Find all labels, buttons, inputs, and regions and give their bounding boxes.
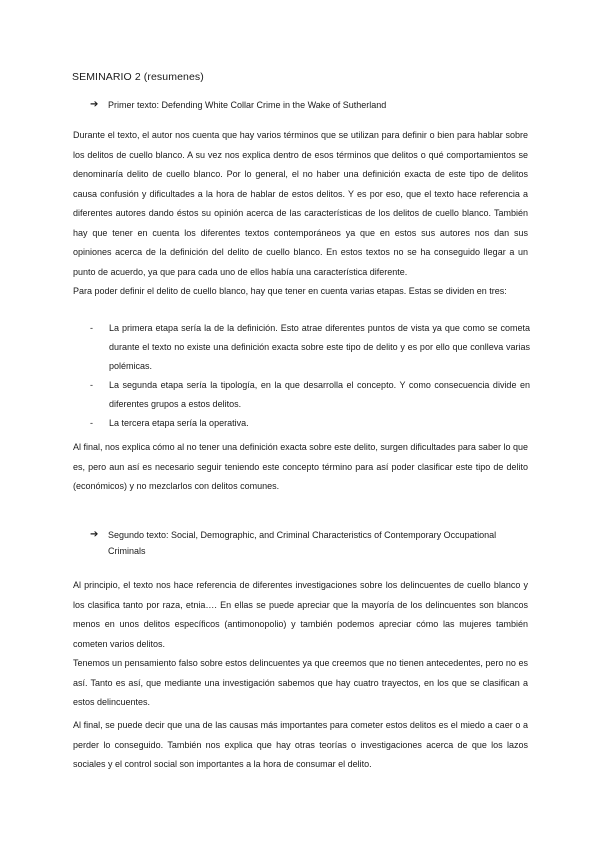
- arrow-bullet-icon: ➔: [90, 99, 99, 110]
- section1-paragraph-3: Al final, nos explica cómo al no tener una definición exacta sobre este delito, surgen dificultades para saber lo que es, pero aun así es necesario seguir teniendo este concepto término para así poder clasificar este tipo de delito (económicos) y no mezclarlos con delitos comunes.: [73, 442, 528, 491]
- section2-heading: [90, 527, 526, 559]
- dash-bullet-icon: -: [90, 380, 93, 390]
- document-title: SEMINARIO 2 (resumenes): [72, 71, 204, 83]
- list-item-text: La tercera etapa sería la operativa.: [109, 418, 249, 428]
- section1-heading-text: Primer texto: Defending White Collar Crime in the Wake of Sutherland: [108, 100, 387, 110]
- section1-paragraph-2: Para poder definir el delito de cuello blanco, hay que tener en cuenta varias etapas. Estas se dividen en tres:: [73, 286, 507, 296]
- section1-paragraph-1: Durante el texto, el autor nos cuenta que hay varios términos que se utilizan para definir o bien para hablar sobre los delitos de cuello blanco. A su vez nos explica dentro de esos términos que delitos o qué comportamientos se denominaría delito de cuello blanco. Por lo general, el no haber una definición exacta de este tipo de delitos causa confusión y dificultades a la hora de hablar de estos delitos. Y es por eso, que el texto hace referencia a diferentes autores dando éstos su opinión acerca de las características de los delitos de cuello blanco. También hay que tener en cuenta los diferentes textos contemporáneos ya que en estos sus autores nos dan sus opiniones acerca de la definición del delito de cuello blanco. En estos textos no se ha conseguido llegar a un punto de acuerdo, ya que para cada uno de ellos había una característica diferente.: [73, 130, 528, 277]
- section2-paragraph-1: Al principio, el texto nos hace referencia de diferentes investigaciones sobre los delincuentes de cuello blanco y los clasifica tanto por raza, etnia…. En ellas se puede apreciar que la mayoría de los delincuentes son blancos menos en unos delitos específicos (antimonopolio) y también podemos apreciar cómo las mujeres también cometen varios delitos.: [73, 580, 528, 649]
- dash-bullet-icon: -: [90, 418, 93, 428]
- section2-paragraph-3: Al final, se puede decir que una de las causas más importantes para cometer estos delitos es el miedo a caer o a perder lo conseguido. También nos explica que hay otras teorías o investigaciones acerca de que los lazos sociales y el control social son importantes a la hora de consumar el delito.: [73, 720, 528, 769]
- list-item-text: La primera etapa sería la de la definición. Esto atrae diferentes puntos de vista ya que como se cometa durante el texto no existe una definición exacta sobre este tipo de delito y es por ello que conlleva varias polémicas.: [109, 323, 530, 371]
- section2-heading-text: Segundo texto: Social, Demographic, and Criminal Characteristics of Contemporary Occupational Criminals: [108, 530, 497, 556]
- arrow-bullet-icon: ➔: [90, 529, 99, 540]
- section2-paragraph-2: Tenemos un pensamiento falso sobre estos delincuentes ya que creemos que no tienen antecedentes, pero no es así. Tanto es así, que mediante una investigación sabemos que hay cuatro trayectos, en los que se clasifican a estos delincuentes.: [73, 658, 528, 707]
- list-item: [90, 319, 530, 376]
- section1-heading: [90, 97, 526, 113]
- list-item: [90, 376, 530, 414]
- stages-list: [90, 319, 530, 433]
- list-item-text: La segunda etapa sería la tipología, en la que desarrolla el concepto. Y como consecuencia divide en diferentes grupos a estos delitos.: [109, 380, 530, 409]
- dash-bullet-icon: -: [90, 323, 93, 333]
- list-item: [90, 414, 530, 433]
